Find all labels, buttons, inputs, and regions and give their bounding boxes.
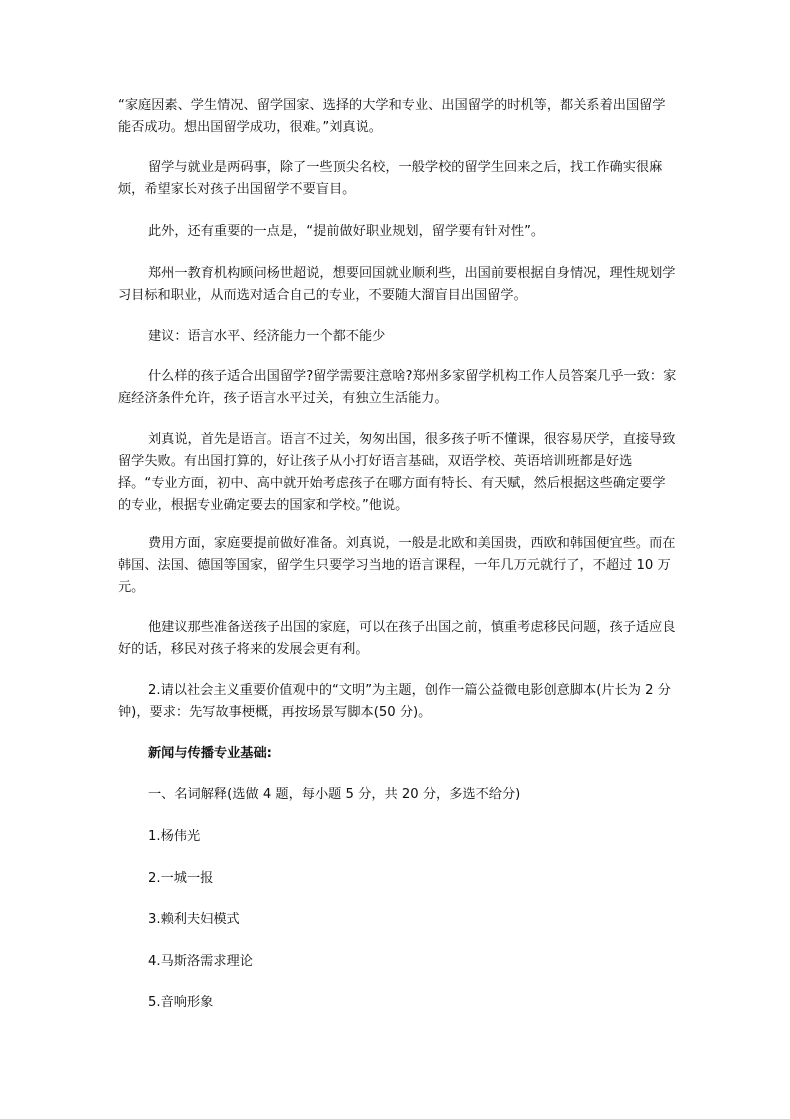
paragraph-language: 刘真说，首先是语言。语言不过关，匆匆出国，很多孩子听不懂课，很容易厌学，直接导致留学失败。有出国打算的，好让孩子从小打好语言基础，双语学校、英语培训班都是好选择。“专业方面，初中、高中就开始考虑孩子在哪方面有特长、有天赋，然后根据这些确定要学的专业，根据专业确定要去的国家和学校。”他说。	[118, 432, 676, 513]
paragraph-immigration: 他建议那些准备送孩子出国的家庭，可以在孩子出国之前，慎重考虑移民问题，孩子适应良好的话，移民对孩子将来的发展会更有利。	[118, 620, 676, 657]
paragraph-study-vs-employment: 留学与就业是两码事，除了一些顶尖名校，一般学校的留学生回来之后，找工作确实很麻烦，希望家长对孩子出国留学不要盲目。	[118, 160, 663, 197]
term-item: 1.杨伟光	[148, 829, 201, 844]
question-2: 2.请以社会主义重要价值观中的“文明”为主题，创作一篇公益微电影创意脚本(片长为 2 分钟)，要求：先写故事梗概，再按场景写脚本(50 分)。	[118, 683, 671, 720]
paragraph-consultant-advice: 郑州一教育机构顾问杨世超说，想要回国就业顺利些，出国前要根据自身情况，理性规划学习目标和职业，从而选对适合自己的专业，不要随大溜盲目出国留学。	[118, 266, 676, 303]
term-item: 3.赖利夫妇模式	[148, 912, 240, 927]
term-item: 4.马斯洛需求理论	[148, 954, 253, 969]
paragraph-costs: 费用方面，家庭要提前做好准备。刘真说，一般是北欧和美国贵，西欧和韩国便宜些。而在韩国、法国、德国等国家，留学生只要学习当地的语言课程，一年几万元就行了，不超过 10 万元。	[118, 536, 676, 595]
paragraph-suitable-children: 什么样的孩子适合出国留学?留学需要注意啥?郑州多家留学机构工作人员答案几乎一致：家庭经济条件允许，孩子语言水平过关，有独立生活能力。	[118, 369, 677, 406]
paragraph-career-planning: 此外，还有重要的一点是，“提前做好职业规划，留学要有针对性”。	[148, 224, 545, 239]
paragraph-suggestion-heading: 建议：语言水平、经济能力一个都不能少	[148, 329, 386, 344]
term-item: 2.一城一报	[148, 871, 214, 886]
question-intro: 一、名词解释(选做 4 题，每小题 5 分，共 20 分，多选不给分)	[148, 787, 521, 802]
paragraph-family-factors: “家庭因素、学生情况、留学国家、选择的大学和专业、出国留学的时机等，都关系着出国留学能否成功。想出国留学成功，很难。”刘真说。	[118, 98, 666, 135]
section-heading: 新闻与传播专业基础:	[148, 746, 272, 761]
term-item: 5.音响形象	[148, 995, 214, 1010]
